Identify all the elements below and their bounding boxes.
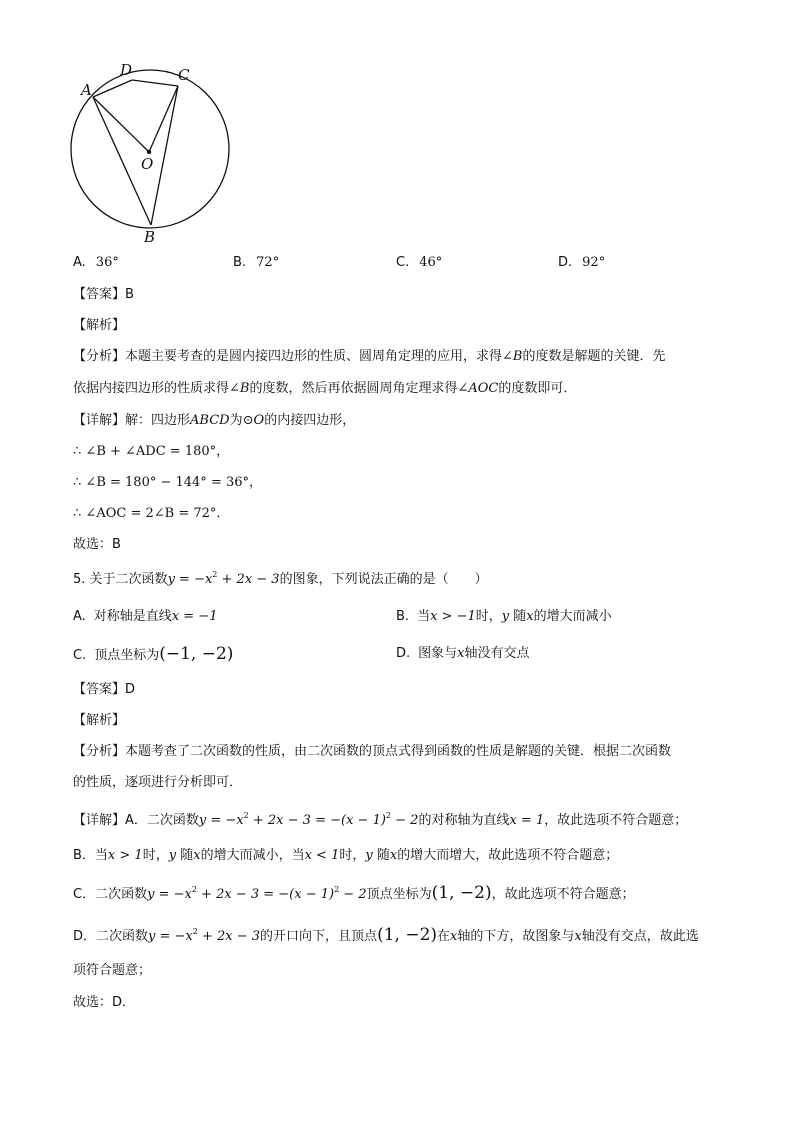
q5-choose: 故选：D． — [73, 995, 136, 1010]
label-c: C — [178, 66, 190, 84]
q4-jiexi-heading: 【解析】 — [73, 318, 126, 333]
q5-detail-c: C．二次函数$y = -x^2 + 2x - 3 = -(x - 1)^2 - 2$顶点坐标为(1, −2)，故此选项不符合题意； — [73, 883, 635, 903]
q4-choice-d: D. 92° — [558, 255, 606, 270]
segment-ao — [93, 97, 149, 152]
q4-analysis-line1: 【分析】本题主要考查的是圆内接四边形的性质、圆周角定理的应用，求得∠B的度数是解题的关键．先 — [73, 349, 666, 364]
q4-eq1: ∴ ∠B + ∠ADC = 180°， — [73, 444, 230, 459]
q5-detail-b: B．当x > 1时，y 随x的增大而减小，当x < 1时，y 随x的增大而增大，故此选项不符合题意； — [73, 848, 619, 863]
segment-dc — [132, 80, 178, 86]
q4-choice-c: C. 46° — [396, 255, 443, 270]
q5-option-a: A. 对称轴是直线x = −1 — [73, 609, 218, 624]
q4-choice-a: A. 36° — [73, 255, 119, 270]
q4-eq3: ∴ ∠AOC = 2∠B = 72°． — [73, 506, 230, 521]
q4-detail-line1: 【详解】解：四边形ABCD为⊙O的内接四边形， — [73, 413, 356, 428]
q5-analysis-line1: 【分析】本题考查了二次函数的性质，由二次函数的顶点式得到函数的性质是解题的关键．根据二次函数 — [73, 744, 672, 759]
q4-analysis-line2: 依据内接四边形的性质求得∠B的度数，然后再依据圆周角定理求得∠AOC的度数即可． — [73, 381, 577, 396]
q4-answer: 【答案】B — [73, 287, 134, 302]
segment-co — [149, 86, 178, 152]
circle-figure — [64, 56, 244, 246]
q5-analysis-line2: 的性质，逐项进行分析即可． — [73, 775, 243, 790]
q5-detail-a: 【详解】A．二次函数$y = -x^2 + 2x - 3 = -(x - 1)^2 - 2$的对称轴为直线x = 1，故此选项不符合题意； — [73, 810, 688, 828]
label-d: D — [120, 61, 133, 79]
q4-eq2: ∴ ∠B = 180° − 144° = 36°， — [73, 475, 263, 490]
q5-jiexi-heading: 【解析】 — [73, 713, 126, 728]
center-dot — [147, 150, 151, 154]
q4-choose: 故选：B — [73, 537, 121, 552]
q5-option-b: B. 当x > −1时，y 随x的增大而减小 — [396, 609, 612, 624]
q4-choice-b: B. 72° — [233, 255, 280, 270]
label-a: A — [81, 81, 92, 99]
q5-detail-d-line2: 项符合题意； — [73, 963, 152, 978]
q5-option-d: D. 图象与x轴没有交点 — [396, 646, 530, 661]
q5-stem: 5. 关于二次函数$y = -x^2 + 2x - 3$的图象，下列说法正确的是（ ） — [73, 569, 488, 587]
q5-detail-d: D．二次函数$y = -x^2 + 2x - 3$的开口向下，且顶点(1, −2)在x轴的下方，故图象与x轴没有交点，故此选 — [73, 925, 699, 945]
q5-answer: 【答案】D — [73, 682, 136, 697]
segment-cb — [151, 86, 178, 225]
label-o: O — [141, 155, 154, 173]
label-b: B — [144, 228, 156, 246]
q5-option-c: C. 顶点坐标为(−1, −2) — [73, 644, 234, 664]
